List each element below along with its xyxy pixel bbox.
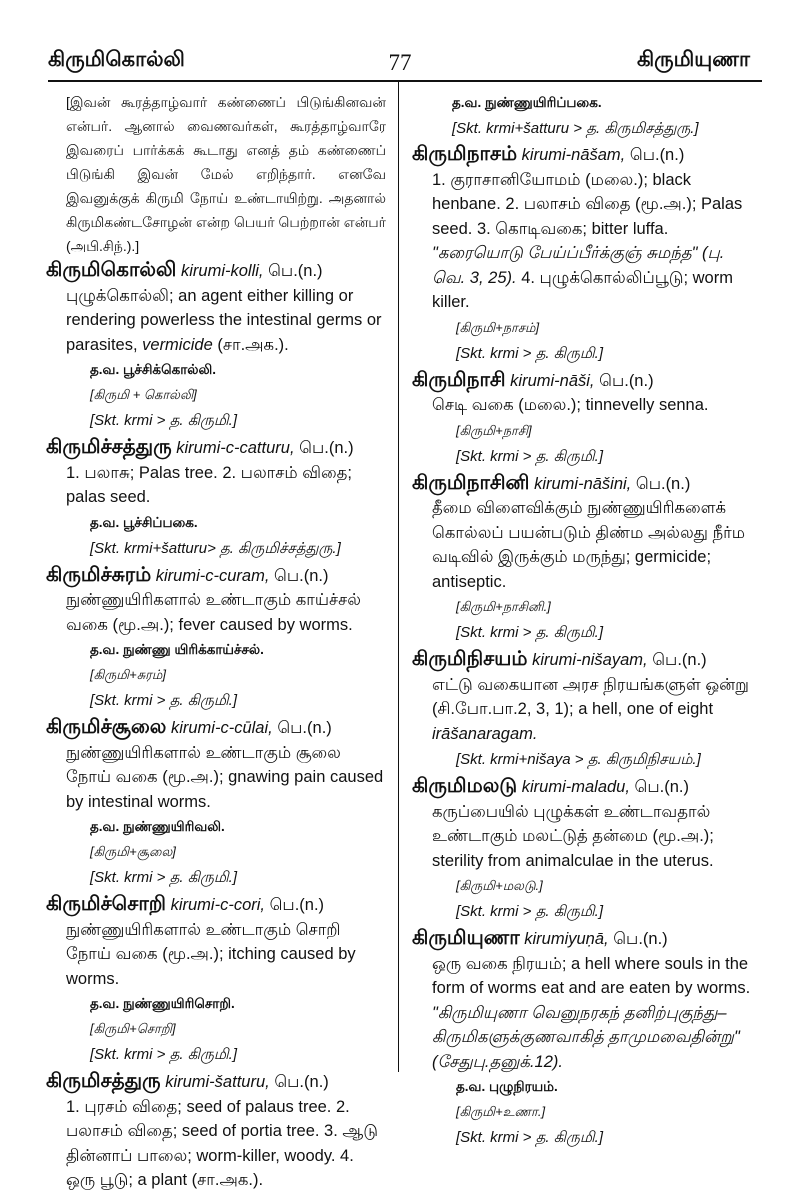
headword: கிருமிநாசம் [412, 143, 518, 165]
sanskrit-etymology: [Skt. krmi+šatturu> த. கிருமிச்சத்துரு.] [90, 539, 341, 557]
definition: செடி வகை (மலை.); tinnevelly senna. [432, 396, 709, 414]
definition: எட்டு வகையான அரச நிரயங்களுள் ஒன்று (சி.போ.பா.2, 3, 1); a hell, one of eight [432, 675, 749, 718]
headword: கிருமிகொல்லி [46, 259, 177, 281]
tava-note: த.வ. நுண்ணுயிரிசொறி. [90, 996, 235, 1011]
part-of-speech: பெ.(n.) [634, 778, 690, 796]
intro-note: [இவன் கூரத்தாழ்வார் கண்ணைப் பிடுங்கினவன் என்பர். ஆனால் வைணவர்கள், கூரத்தாழ்வாரே இவரைப் பார்க்கக் கூடாது எனத் தம் கண்ணைப் பிடுங்கி இவன் மேல் எறிந்தார். எனவே இவனுக்குக் கிருமி நோய் உண்டாயிற்று. அதனால் கிருமிகண்டசோழன் என்ற பெயர் பெற்றான் என்பர் (அபி.சிந்.).] [66, 94, 386, 254]
page-header [40, 40, 760, 80]
headword: கிருமிச்சுரம் [46, 563, 152, 586]
entry-kirumi-satturu [46, 1069, 386, 1193]
etymology: [கிருமி+நாசி] [456, 422, 532, 438]
page-number: 77 [388, 50, 412, 75]
part-of-speech: பெ.(n.) [269, 896, 325, 914]
definition-italic: irāšanaragam. [432, 724, 538, 743]
etymology: [கிருமி+மலடு.] [456, 878, 543, 893]
etymology: [கிருமி+உணா.] [456, 1104, 546, 1119]
transliteration: kirumi-nišayam, [532, 651, 648, 669]
entry-kirumi-maladu [412, 774, 752, 925]
part-of-speech: பெ.(n.) [599, 371, 654, 390]
definition: ஒரு வகை நிரயம்; a hell where souls in the form of worms eat and are eaten by worms. [432, 954, 751, 997]
transliteration: kirumi-kolli, [180, 262, 264, 280]
part-of-speech: பெ.(n.) [274, 1073, 329, 1091]
entry-kirumiyuna [412, 926, 752, 1151]
transliteration: kirumi-šatturu, [165, 1073, 270, 1091]
definition: 1. பலாசு; Palas tree. 2. பலாசம் விதை; palas seed. [66, 463, 352, 506]
transliteration: kirumi-c-catturu, [176, 439, 295, 457]
part-of-speech: பெ.(n.) [613, 930, 668, 948]
etymology: [கிருமி+சூலை] [90, 844, 176, 859]
entry-kirumi-kolli [46, 258, 386, 434]
sanskrit-etymology: [Skt. krmi > த. கிருமி.] [90, 412, 237, 429]
sanskrit-etymology: [Skt. krmi > த. கிருமி.] [90, 692, 237, 709]
carry-over-sanskrit-etymology: [Skt. krmi+šatturu > த. கிருமிசத்துரு.] [452, 120, 699, 137]
right-column [412, 90, 752, 1152]
part-of-speech: பெ.(n.) [629, 146, 685, 164]
headword: கிருமிச்சூலை [46, 716, 167, 738]
definition: நுண்ணுயிரிகளால் உண்டாகும் சொறி நோய் வகை (மூ.அ.); itching caused by worms. [66, 920, 356, 988]
transliteration: kirumi-nāši, [510, 371, 595, 390]
definition: 1. குராசானியோமம் (மலை.); black henbane. 2. பலாசம் விதை (மூ.அ.); Palas seed. 3. கொடிவகை; bitter luffa. [432, 170, 743, 238]
tava-note: த.வ. நுண்ணு யிரிக்காய்ச்சல். [90, 642, 264, 657]
transliteration: kirumi-nāšini, [534, 474, 632, 493]
entry-kirumi-c-culai [46, 715, 386, 891]
headword: கிருமிசத்துரு [46, 1070, 161, 1092]
part-of-speech: பெ.(n.) [268, 262, 323, 280]
headword: கிருமிச்சத்துரு [46, 436, 172, 458]
sanskrit-etymology: [Skt. krmi > த. கிருமி.] [456, 344, 603, 362]
entry-kirumi-c-cori [46, 892, 386, 1068]
transliteration: kirumi-c-curam, [155, 566, 270, 585]
transliteration: kirumi-nāšam, [521, 146, 626, 164]
definition: தீமை விளைவிக்கும் நுண்ணுயிரிகளைக் கொல்லப் பயன்படும் திண்ம அல்லது நீர்ம வடிவில் இருக்கும் மருந்து; germicide; antiseptic. [432, 499, 746, 591]
etymology: [கிருமி+நாசம்] [456, 319, 540, 335]
transliteration: kirumi-c-cūlai, [170, 719, 273, 737]
headword: கிருமிச்சொறி [46, 893, 166, 915]
transliteration: kirumiyuṇā, [524, 930, 609, 948]
part-of-speech: பெ.(n.) [299, 439, 354, 457]
header-rule [48, 80, 762, 82]
definition: கருப்பையில் புழுக்கள் உண்டாவதால் உண்டாகும் மலட்டுத் தன்மை (மூ.அ.); sterility from animalculae in the uterus. [432, 802, 714, 870]
column-divider [398, 82, 399, 1072]
tava-note: த.வ. புழுநிரயம். [456, 1079, 558, 1094]
entry-kirumi-c-curam [46, 563, 386, 715]
part-of-speech: பெ.(n.) [274, 566, 329, 585]
sanskrit-etymology: [Skt. krmi > த. கிருமி.] [90, 1046, 237, 1063]
etymology: [கிருமி+சுரம்] [90, 667, 166, 682]
etymology: [கிருமி + கொல்லி] [90, 387, 197, 402]
definition: நுண்ணுயிரிகளால் உண்டாகும் சூலை நோய் வகை (மூ.அ.); gnawing pain caused by intestinal worms. [66, 743, 384, 811]
headword: கிருமிநாசினி [412, 471, 530, 494]
quotation: "கிருமியுணா வெனுநரகந் தனிற்புகுந்து– கிருமிகளுக்குணவாகித் தாமுமவைதின்று" (சேதுபு.தனுக்.12). [432, 1003, 740, 1071]
sanskrit-etymology: [Skt. krmi > த. கிருமி.] [456, 903, 603, 920]
headword: கிருமிநாசி [412, 368, 506, 391]
headword: கிருமிநிசயம் [412, 648, 528, 670]
etymology: [கிருமி+நாசினி.] [456, 599, 551, 614]
definition-source: (சா.அக.). [217, 335, 289, 354]
part-of-speech: பெ.(n.) [277, 719, 332, 737]
definition-continued: 4. புழுக்கொல்லிப்பூடு; worm killer. [432, 268, 733, 311]
sanskrit-etymology: [Skt. krmi+nišaya > த. கிருமிநிசயம்.] [456, 751, 701, 768]
quotation: "கரையொடு பேய்ப்பீர்க்குஞ் சுமந்த" (பு. வெ. 3, 25). [432, 244, 725, 287]
transliteration: kirumi-c-cori, [170, 896, 265, 914]
carry-over-tava-note: த.வ. நுண்ணுயிரிப்பகை. [452, 95, 602, 110]
tava-note: த.வ. பூச்சிக்கொல்லி. [90, 362, 216, 377]
entry-kirumi-c-catturu [46, 435, 386, 562]
part-of-speech: பெ.(n.) [652, 651, 707, 669]
etymology: [கிருமி+சொறி] [90, 1021, 176, 1036]
sanskrit-etymology: [Skt. krmi > த. கிருமி.] [90, 869, 237, 886]
running-head-left: கிருமிகொல்லி [48, 48, 185, 71]
headword: கிருமியுணா [412, 927, 520, 949]
definition: 1. புரசம் விதை; seed of palaus tree. 2. பலாசம் விதை; seed of portia tree. 3. ஆடு தின்னாப் பாலை; worm-killer, woody. 4. ஒரு பூடு; a plant (சா.அக.). [66, 1097, 379, 1189]
tava-note: த.வ. நுண்ணுயிரிவலி. [90, 819, 225, 834]
entry-kirumi-nasam [412, 142, 752, 367]
definition: புழுக்கொல்லி; an agent either killing or rendering powerless the intestinal germs or parasites, [66, 286, 382, 354]
definition: நுண்ணுயிரிகளால் உண்டாகும் காய்ச்சல் வகை (மூ.அ.); fever caused by worms. [66, 591, 362, 634]
left-column [46, 90, 386, 1194]
sanskrit-etymology: [Skt. krmi > த. கிருமி.] [456, 447, 603, 465]
sanskrit-etymology: [Skt. krmi > த. கிருமி.] [456, 1129, 603, 1146]
sanskrit-etymology: [Skt. krmi > த. கிருமி.] [456, 624, 603, 641]
tava-note: த.வ. பூச்சிப்பகை. [90, 514, 198, 530]
entry-kirumi-nasi [412, 368, 752, 470]
entry-kirumi-nasini [412, 471, 752, 647]
entry-kirumi-nisayam [412, 647, 752, 773]
running-head-right: கிருமியுணா [636, 48, 750, 71]
part-of-speech: பெ.(n.) [635, 474, 691, 493]
transliteration: kirumi-maladu, [521, 778, 630, 796]
definition-italic: vermicide [142, 335, 213, 354]
headword: கிருமிமலடு [412, 775, 518, 797]
